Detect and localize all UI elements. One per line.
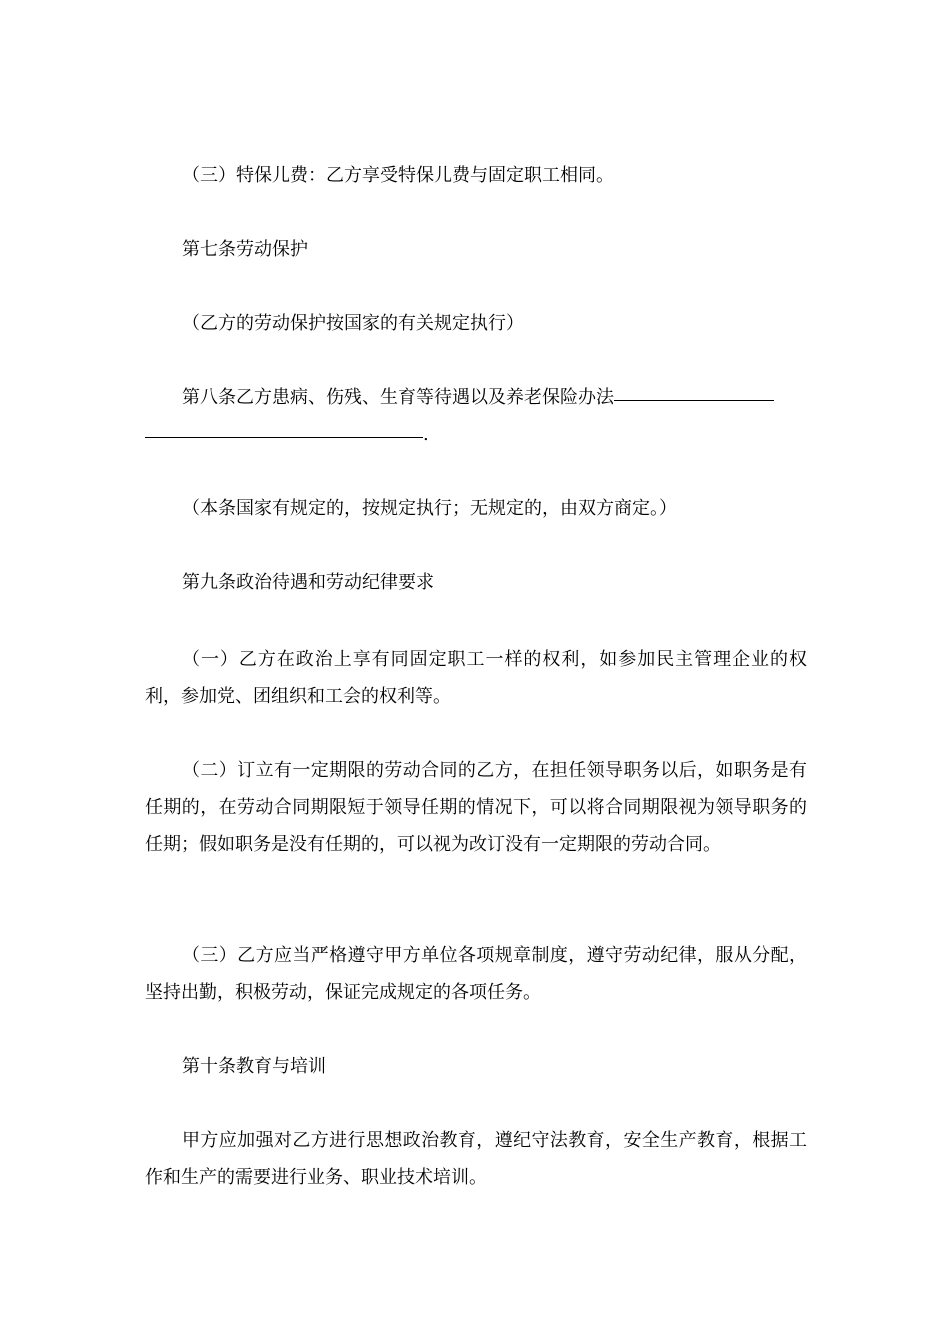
paragraph-article-8 [145, 379, 807, 416]
heading-article-10: 第十条教育与培训 [182, 1056, 326, 1077]
heading-article-7: 第七条劳动保护 [182, 239, 308, 260]
fill-in-blank [614, 399, 774, 401]
paragraph-special-childcare: （三）特保儿费：乙方享受特保儿费与固定职工相同。 [182, 165, 614, 186]
paragraph-article-10-body: 甲方应加强对乙方进行思想政治教育，遵纪守法教育，安全生产教育，根据工作和生产的需要进行业务、职业技术培训。 [145, 1130, 807, 1188]
paragraph-article-8-note: （本条国家有规定的，按规定执行；无规定的，由双方商定。） [182, 498, 677, 519]
paragraph-article-9-item-1: （一）乙方在政治上享有同固定职工一样的权利，如参加民主管理企业的权利，参加党、团组织和工会的权利等。 [145, 649, 807, 707]
article-8-text: 第八条乙方患病、伤残、生育等待遇以及养老保险办法 [182, 387, 614, 408]
fill-in-blank-continued [145, 436, 423, 438]
heading-article-9: 第九条政治待遇和劳动纪律要求 [182, 572, 434, 593]
article-8-continuation [145, 416, 807, 453]
blank-terminator: . [423, 424, 429, 445]
paragraph-labor-protection: （乙方的劳动保护按国家的有关规定执行） [182, 313, 524, 334]
paragraph-article-9-item-3: （三）乙方应当严格遵守甲方单位各项规章制度，遵守劳动纪律，服从分配，坚持出勤，积极劳动，保证完成规定的各项任务。 [145, 945, 807, 1003]
paragraph-article-9-item-2: （二）订立有一定期限的劳动合同的乙方，在担任领导职务以后，如职务是有任期的，在劳动合同期限短于领导任期的情况下，可以将合同期限视为领导职务的任期；假如职务是没有任期的，可以视为改订没有一定期限的劳动合同。 [145, 760, 807, 855]
